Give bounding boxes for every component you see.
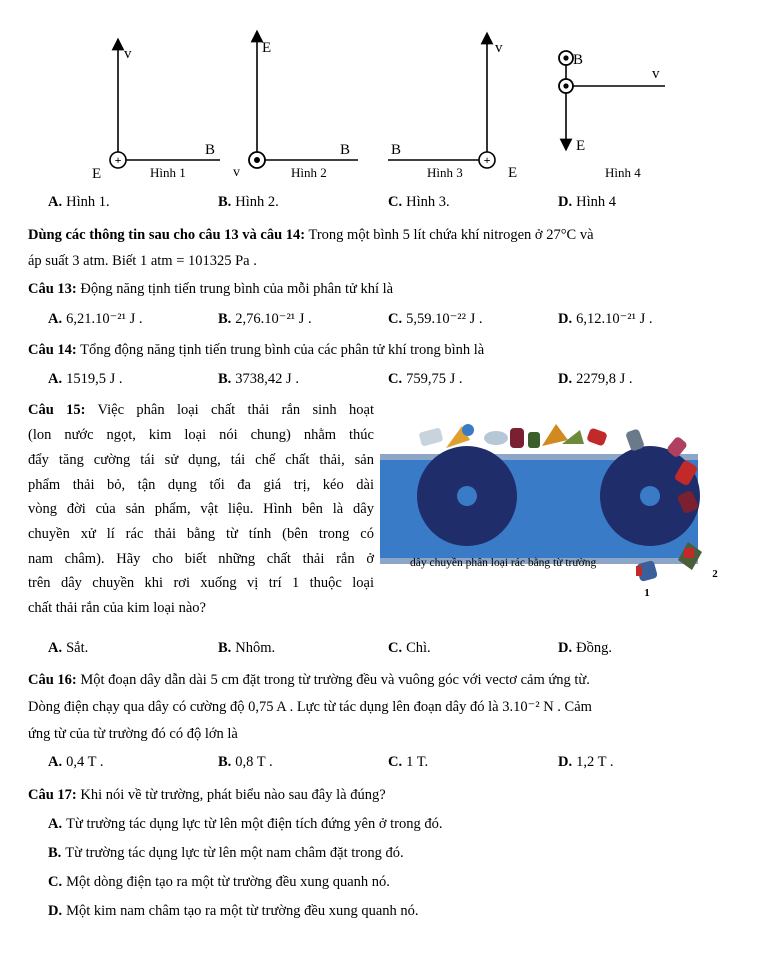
q17-option-a[interactable]: A. Từ trường tác dụng lực từ lên một điện tích đứng yên ở trong đó. (48, 816, 443, 832)
q14-option-c[interactable]: C. 759,75 J . (388, 371, 463, 387)
q15-line-1: Câu 15: Việc phân loại chất thải rắn sinh hoạt (28, 402, 374, 418)
q15-option-d[interactable]: D. Đồng. (558, 640, 612, 656)
q17-stem: Câu 17: Khi nói về từ trường, phát biểu nào sau đây là đúng? (28, 787, 386, 803)
figure-hinh-2 (233, 36, 358, 180)
position-2-label: 2 (712, 568, 718, 580)
caption-hinh-1: Hình 1 (150, 165, 186, 180)
q15-option-b[interactable]: B. Nhôm. (218, 640, 276, 656)
conveyor-caption: dây chuyền phân loại rác bằng từ trường (410, 557, 597, 569)
q15-line-9: chất thải rắn của kim loại nào? (28, 600, 206, 616)
svg-text:B: B (340, 142, 351, 158)
intro-line-2: áp suất 3 atm. Biết 1 atm = 101325 Pa . (28, 253, 257, 269)
q15-line-2: (lon nước ngọt, kim loại nói chung) nhằm thúc (28, 427, 374, 443)
q13-stem: Câu 13: Động năng tịnh tiến trung bình của mỗi phân tử khí là (28, 281, 394, 297)
q15-line-4: phẩm thải bỏ, tận dụng tối đa giá trị, kéo dài (28, 477, 374, 493)
force-figures (0, 0, 767, 190)
q16-line-2: Dòng điện chạy qua dây có cường độ 0,75 A . Lực từ tác dụng lên đoạn dây đó là 3.10⁻² N . Cảm (28, 699, 592, 715)
q13-option-d[interactable]: D. 6,12.10⁻²¹ J . (558, 311, 653, 327)
svg-text:E: E (508, 165, 518, 181)
q16-option-a[interactable]: A. 0,4 T . (48, 754, 104, 770)
svg-text:+: + (483, 153, 491, 167)
q15-line-7: nam châm). Hãy cho biết những chất thải rắn ở (28, 551, 374, 567)
caption-hinh-3: Hình 3 (427, 165, 463, 180)
q13-option-c[interactable]: C. 5,59.10⁻²² J . (388, 311, 483, 327)
figure-hinh-1 (92, 44, 220, 182)
q15-line-3: đẩy tăng cường tái sử dụng, tái chế chất thải, sản (28, 452, 374, 468)
q17-option-c[interactable]: C. Một dòng điện tạo ra một từ trường đều xung quanh nó. (48, 874, 390, 890)
q14-option-b[interactable]: B. 3738,42 J . (218, 371, 299, 387)
q17-option-d[interactable]: D. Một kim nam châm tạo ra một từ trường đều xung quanh nó. (48, 903, 419, 919)
label-v: v (124, 46, 132, 62)
conveyor-figure (380, 400, 730, 605)
svg-text:E: E (262, 40, 272, 56)
svg-text:v: v (495, 40, 503, 56)
q12-option-d[interactable]: D. Hình 4 (558, 194, 616, 210)
label-e: E (92, 166, 102, 182)
q16-line-1: Câu 16: Một đoạn dây dẫn dài 5 cm đặt trong từ trường đều và vuông góc với vectơ cảm ứng từ. (28, 672, 590, 688)
svg-text:B: B (391, 142, 402, 158)
figure-hinh-4 (559, 51, 665, 180)
caption-hinh-2: Hình 2 (291, 165, 327, 180)
q16-line-3: ứng từ của từ trường đó có độ lớn là (28, 726, 238, 742)
label-b: B (205, 142, 216, 158)
caption-hinh-4: Hình 4 (605, 165, 641, 180)
q15-line-5: vòng đời của sản phẩm, vật liệu. Hình bên là dây (28, 501, 374, 517)
svg-text:v: v (233, 165, 240, 180)
q12-option-a[interactable]: A. Hình 1. (48, 194, 110, 210)
intro-line-1: Dùng các thông tin sau cho câu 13 và câu 14: Trong một bình 5 lít chứa khí nitrogen ở 27°C và (28, 227, 594, 243)
q15-option-c[interactable]: C. Chì. (388, 640, 431, 656)
svg-text:B: B (573, 52, 584, 68)
svg-text:E: E (576, 138, 586, 154)
q16-option-d[interactable]: D. 1,2 T . (558, 754, 614, 770)
svg-text:v: v (652, 66, 660, 82)
position-1-label: 1 (644, 587, 650, 599)
q15-line-8: trên dây chuyền khi rơi xuống vị trí 1 thuộc loại (28, 575, 374, 591)
q17-option-b[interactable]: B. Từ trường tác dụng lực từ lên một nam châm đặt trong đó. (48, 845, 404, 861)
q15-option-a[interactable]: A. Sắt. (48, 640, 89, 656)
svg-text:+: + (114, 153, 122, 167)
q14-option-a[interactable]: A. 1519,5 J . (48, 371, 123, 387)
figure-hinh-3 (388, 38, 517, 181)
q16-option-b[interactable]: B. 0,8 T . (218, 754, 273, 770)
q12-option-c[interactable]: C. Hình 3. (388, 194, 450, 210)
q13-option-b[interactable]: B. 2,76.10⁻²¹ J . (218, 311, 312, 327)
q14-option-d[interactable]: D. 2279,8 J . (558, 371, 633, 387)
q12-option-b[interactable]: B. Hình 2. (218, 194, 279, 210)
q14-stem: Câu 14: Tổng động năng tịnh tiến trung bình của các phân tử khí trong bình là (28, 342, 485, 358)
q16-option-c[interactable]: C. 1 T. (388, 754, 429, 770)
q15-line-6: chuyền xử lí rác thải bằng từ tính (bên trong có (28, 526, 374, 542)
q13-option-a[interactable]: A. 6,21.10⁻²¹ J . (48, 311, 143, 327)
